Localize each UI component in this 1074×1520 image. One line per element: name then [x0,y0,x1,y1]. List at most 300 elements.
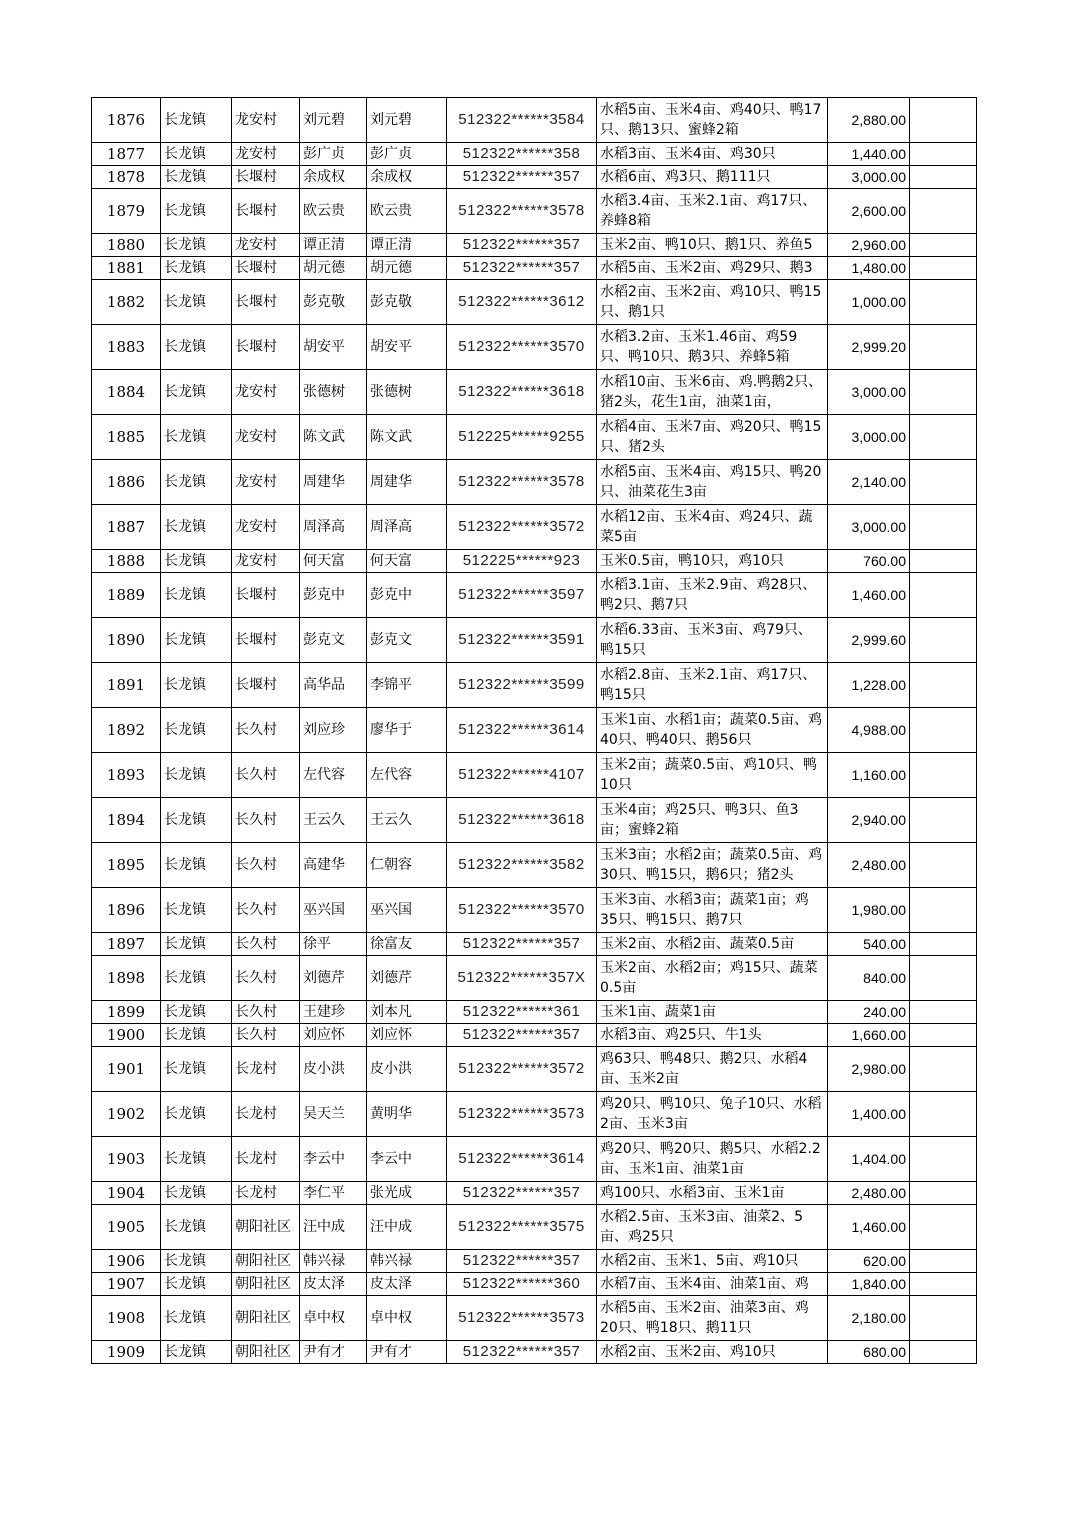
amount-cell: 3,000.00 [828,505,910,550]
id-number-cell: 512322******3618 [447,370,597,415]
village-cell: 朝阳社区 [232,1205,300,1250]
village-cell: 龙安村 [232,505,300,550]
id-number-cell: 512322******3618 [447,798,597,843]
seq-cell: 1902 [92,1092,161,1137]
name-cell: 尹有才 [300,1341,367,1364]
seq-cell: 1900 [92,1024,161,1047]
table-row [92,460,977,505]
town-cell: 长龙镇 [161,280,232,325]
id-number-cell: 512322******3614 [447,1137,597,1182]
village-cell: 长堰村 [232,663,300,708]
name-cell: 陈文武 [300,415,367,460]
empty-cell [910,1092,977,1137]
town-cell: 长龙镇 [161,1182,232,1205]
id-number-cell: 512322******357 [447,1250,597,1273]
town-cell: 长龙镇 [161,573,232,618]
seq-cell: 1906 [92,1250,161,1273]
amount-cell: 1,840.00 [828,1273,910,1296]
seq-cell: 1905 [92,1205,161,1250]
payee-cell: 徐富友 [367,933,447,956]
town-cell: 长龙镇 [161,505,232,550]
empty-cell [910,189,977,234]
payee-cell: 张德树 [367,370,447,415]
name-cell: 韩兴禄 [300,1250,367,1273]
empty-cell [910,550,977,573]
town-cell: 长龙镇 [161,843,232,888]
name-cell: 刘应珍 [300,708,367,753]
id-number-cell: 512322******3597 [447,573,597,618]
empty-cell [910,798,977,843]
village-cell: 长堰村 [232,189,300,234]
amount-cell: 1,400.00 [828,1092,910,1137]
town-cell: 长龙镇 [161,257,232,280]
id-number-cell: 512322******360 [447,1273,597,1296]
empty-cell [910,166,977,189]
village-cell: 长久村 [232,1024,300,1047]
items-cell: 玉米2亩、鸭10只、鹅1只、养鱼5 [597,234,828,257]
seq-cell: 1885 [92,415,161,460]
empty-cell [910,843,977,888]
seq-cell: 1894 [92,798,161,843]
table-row [92,1273,977,1296]
seq-cell: 1879 [92,189,161,234]
id-number-cell: 512225******9255 [447,415,597,460]
village-cell: 朝阳社区 [232,1273,300,1296]
amount-cell: 3,000.00 [828,370,910,415]
payee-cell: 彭克中 [367,573,447,618]
items-cell: 玉米1亩、蔬菜1亩 [597,1001,828,1024]
village-cell: 长龙村 [232,1182,300,1205]
village-cell: 长堰村 [232,257,300,280]
payee-cell: 廖华于 [367,708,447,753]
table-row [92,415,977,460]
town-cell: 长龙镇 [161,550,232,573]
amount-cell: 3,000.00 [828,415,910,460]
name-cell: 彭广贞 [300,143,367,166]
amount-cell: 1,460.00 [828,1205,910,1250]
id-number-cell: 512322******357 [447,1182,597,1205]
table-row [92,1341,977,1364]
amount-cell: 2,940.00 [828,798,910,843]
seq-cell: 1904 [92,1182,161,1205]
id-number-cell: 512322******3582 [447,843,597,888]
name-cell: 卓中权 [300,1296,367,1341]
payee-cell: 余成权 [367,166,447,189]
empty-cell [910,1024,977,1047]
items-cell: 水稻2亩、玉米1、5亩、鸡10只 [597,1250,828,1273]
name-cell: 刘德芹 [300,956,367,1001]
town-cell: 长龙镇 [161,1341,232,1364]
table-row [92,663,977,708]
table-row [92,573,977,618]
seq-cell: 1908 [92,1296,161,1341]
payee-cell: 周建华 [367,460,447,505]
town-cell: 长龙镇 [161,1001,232,1024]
empty-cell [910,708,977,753]
empty-cell [910,618,977,663]
amount-cell: 2,480.00 [828,1182,910,1205]
seq-cell: 1890 [92,618,161,663]
seq-cell: 1881 [92,257,161,280]
amount-cell: 1,440.00 [828,143,910,166]
items-cell: 玉米3亩；水稻2亩；蔬菜0.5亩、鸡30只、鸭15只，鹅6只；猪2头 [597,843,828,888]
items-cell: 水稻2亩、玉米2亩、鸡10只 [597,1341,828,1364]
name-cell: 吴天兰 [300,1092,367,1137]
table-row [92,1047,977,1092]
village-cell: 龙安村 [232,143,300,166]
table-row [92,370,977,415]
id-number-cell: 512322******3614 [447,708,597,753]
id-number-cell: 512322******3575 [447,1205,597,1250]
town-cell: 长龙镇 [161,166,232,189]
village-cell: 长堰村 [232,325,300,370]
amount-cell: 620.00 [828,1250,910,1273]
empty-cell [910,257,977,280]
id-number-cell: 512322******361 [447,1001,597,1024]
town-cell: 长龙镇 [161,415,232,460]
village-cell: 长久村 [232,843,300,888]
items-cell: 水稻3.4亩、玉米2.1亩、鸡17只、养蜂8箱 [597,189,828,234]
id-number-cell: 512322******3570 [447,325,597,370]
items-cell: 水稻10亩、玉米6亩、鸡.鸭鹅2只、猪2头，花生1亩，油菜1亩， [597,370,828,415]
name-cell: 王云久 [300,798,367,843]
items-cell: 玉米2亩、水稻2亩、蔬菜0.5亩 [597,933,828,956]
village-cell: 长久村 [232,888,300,933]
table-row [92,505,977,550]
seq-cell: 1888 [92,550,161,573]
town-cell: 长龙镇 [161,370,232,415]
payee-cell: 刘德芹 [367,956,447,1001]
empty-cell [910,460,977,505]
town-cell: 长龙镇 [161,1205,232,1250]
id-number-cell: 512322******357 [447,1341,597,1364]
empty-cell [910,1182,977,1205]
name-cell: 高华品 [300,663,367,708]
id-number-cell: 512322******3612 [447,280,597,325]
amount-cell: 2,480.00 [828,843,910,888]
town-cell: 长龙镇 [161,1296,232,1341]
name-cell: 余成权 [300,166,367,189]
payee-cell: 汪中成 [367,1205,447,1250]
id-number-cell: 512322******357 [447,234,597,257]
village-cell: 长龙村 [232,1137,300,1182]
payee-cell: 韩兴禄 [367,1250,447,1273]
town-cell: 长龙镇 [161,325,232,370]
village-cell: 朝阳社区 [232,1296,300,1341]
name-cell: 皮小洪 [300,1047,367,1092]
amount-cell: 2,180.00 [828,1296,910,1341]
items-cell: 玉米4亩；鸡25只、鸭3只、鱼3亩；蜜蜂2箱 [597,798,828,843]
seq-cell: 1877 [92,143,161,166]
table-row [92,1092,977,1137]
table-row [92,550,977,573]
town-cell: 长龙镇 [161,663,232,708]
id-number-cell: 512322******3573 [447,1092,597,1137]
table-row [92,798,977,843]
payee-cell: 胡安平 [367,325,447,370]
empty-cell [910,98,977,143]
id-number-cell: 512225******923 [447,550,597,573]
town-cell: 长龙镇 [161,1092,232,1137]
id-number-cell: 512322******3591 [447,618,597,663]
amount-cell: 540.00 [828,933,910,956]
payee-cell: 尹有才 [367,1341,447,1364]
table-row [92,753,977,798]
amount-cell: 1,404.00 [828,1137,910,1182]
items-cell: 水稻5亩、玉米4亩、鸡15只、鸭20只、油菜花生3亩 [597,460,828,505]
town-cell: 长龙镇 [161,98,232,143]
table-row [92,280,977,325]
village-cell: 长龙村 [232,1047,300,1092]
empty-cell [910,1205,977,1250]
payee-cell: 陈文武 [367,415,447,460]
empty-cell [910,888,977,933]
amount-cell: 2,140.00 [828,460,910,505]
id-number-cell: 512322******3570 [447,888,597,933]
village-cell: 朝阳社区 [232,1250,300,1273]
table-row [92,1250,977,1273]
items-cell: 玉米3亩、水稻3亩；蔬菜1亩；鸡35只、鸭15只、鹅7只 [597,888,828,933]
amount-cell: 1,000.00 [828,280,910,325]
seq-cell: 1884 [92,370,161,415]
items-cell: 水稻2亩、玉米2亩、鸡10只、鸭15只、鹅1只 [597,280,828,325]
name-cell: 彭克文 [300,618,367,663]
table-row [92,708,977,753]
seq-cell: 1893 [92,753,161,798]
table-row [92,257,977,280]
name-cell: 皮太泽 [300,1273,367,1296]
items-cell: 水稻3.2亩、玉米1.46亩、鸡59只、鸭10只、鹅3只、养蜂5箱 [597,325,828,370]
town-cell: 长龙镇 [161,1137,232,1182]
seq-cell: 1907 [92,1273,161,1296]
seq-cell: 1896 [92,888,161,933]
village-cell: 长龙村 [232,1092,300,1137]
amount-cell: 760.00 [828,550,910,573]
empty-cell [910,234,977,257]
empty-cell [910,505,977,550]
seq-cell: 1880 [92,234,161,257]
village-cell: 长久村 [232,753,300,798]
items-cell: 水稻6.33亩、玉米3亩、鸡79只、鸭15只 [597,618,828,663]
village-cell: 长堰村 [232,618,300,663]
payee-cell: 王云久 [367,798,447,843]
amount-cell: 2,600.00 [828,189,910,234]
table-row [92,618,977,663]
id-number-cell: 512322******4107 [447,753,597,798]
table-row [92,933,977,956]
payee-cell: 卓中权 [367,1296,447,1341]
empty-cell [910,753,977,798]
seq-cell: 1882 [92,280,161,325]
name-cell: 李云中 [300,1137,367,1182]
table-body [92,98,977,1364]
village-cell: 长久村 [232,798,300,843]
empty-cell [910,143,977,166]
payee-cell: 李云中 [367,1137,447,1182]
items-cell: 水稻5亩、玉米2亩、鸡29只、鹅3 [597,257,828,280]
payee-cell: 李锦平 [367,663,447,708]
empty-cell [910,1341,977,1364]
items-cell: 水稻3.1亩、玉米2.9亩、鸡28只、鸭2只、鹅7只 [597,573,828,618]
seq-cell: 1891 [92,663,161,708]
town-cell: 长龙镇 [161,753,232,798]
payee-cell: 皮太泽 [367,1273,447,1296]
amount-cell: 2,960.00 [828,234,910,257]
amount-cell: 2,880.00 [828,98,910,143]
village-cell: 长久村 [232,956,300,1001]
name-cell: 高建华 [300,843,367,888]
name-cell: 彭克敬 [300,280,367,325]
village-cell: 长堰村 [232,166,300,189]
village-cell: 朝阳社区 [232,1341,300,1364]
table-row [92,1296,977,1341]
amount-cell: 2,999.20 [828,325,910,370]
items-cell: 水稻3亩、鸡25只、牛1头 [597,1024,828,1047]
seq-cell: 1898 [92,956,161,1001]
village-cell: 龙安村 [232,550,300,573]
payee-cell: 胡元德 [367,257,447,280]
id-number-cell: 512322******3578 [447,189,597,234]
village-cell: 龙安村 [232,98,300,143]
id-number-cell: 512322******358 [447,143,597,166]
payee-cell: 左代容 [367,753,447,798]
items-cell: 鸡20只、鸭20只、鹅5只、水稻2.2亩、玉米1亩、油菜1亩 [597,1137,828,1182]
seq-cell: 1889 [92,573,161,618]
name-cell: 谭正清 [300,234,367,257]
town-cell: 长龙镇 [161,618,232,663]
empty-cell [910,1047,977,1092]
name-cell: 刘元碧 [300,98,367,143]
table-row [92,1024,977,1047]
town-cell: 长龙镇 [161,933,232,956]
seq-cell: 1883 [92,325,161,370]
payee-cell: 彭广贞 [367,143,447,166]
items-cell: 水稻2.8亩、玉米2.1亩、鸡17只、鸭15只 [597,663,828,708]
payee-cell: 刘本凡 [367,1001,447,1024]
village-cell: 龙安村 [232,460,300,505]
town-cell: 长龙镇 [161,798,232,843]
name-cell: 左代容 [300,753,367,798]
id-number-cell: 512322******3584 [447,98,597,143]
village-cell: 龙安村 [232,370,300,415]
table-row [92,234,977,257]
payee-cell: 张光成 [367,1182,447,1205]
town-cell: 长龙镇 [161,1024,232,1047]
amount-cell: 240.00 [828,1001,910,1024]
name-cell: 李仁平 [300,1182,367,1205]
seq-cell: 1886 [92,460,161,505]
amount-cell: 1,460.00 [828,573,910,618]
id-number-cell: 512322******3572 [447,505,597,550]
empty-cell [910,663,977,708]
payee-cell: 刘应怀 [367,1024,447,1047]
seq-cell: 1901 [92,1047,161,1092]
seq-cell: 1876 [92,98,161,143]
name-cell: 周建华 [300,460,367,505]
payee-cell: 谭正清 [367,234,447,257]
empty-cell [910,370,977,415]
id-number-cell: 512322******357 [447,933,597,956]
town-cell: 长龙镇 [161,460,232,505]
name-cell: 巫兴国 [300,888,367,933]
village-cell: 长久村 [232,708,300,753]
items-cell: 水稻5亩、玉米2亩、油菜3亩、鸡20只、鸭18只、鹅11只 [597,1296,828,1341]
name-cell: 汪中成 [300,1205,367,1250]
table-row [92,1205,977,1250]
name-cell: 张德树 [300,370,367,415]
table-row [92,98,977,143]
town-cell: 长龙镇 [161,143,232,166]
payee-cell: 彭克文 [367,618,447,663]
empty-cell [910,1137,977,1182]
items-cell: 鸡100只、水稻3亩、玉米1亩 [597,1182,828,1205]
town-cell: 长龙镇 [161,708,232,753]
table-row [92,843,977,888]
name-cell: 胡元德 [300,257,367,280]
table-row [92,189,977,234]
items-cell: 水稻4亩、玉米7亩、鸡20只、鸭15只、猪2头 [597,415,828,460]
empty-cell [910,1273,977,1296]
table-row [92,1137,977,1182]
id-number-cell: 512322******3572 [447,1047,597,1092]
town-cell: 长龙镇 [161,1047,232,1092]
amount-cell: 1,980.00 [828,888,910,933]
empty-cell [910,573,977,618]
seq-cell: 1897 [92,933,161,956]
items-cell: 水稻6亩、鸡3只、鹅111只 [597,166,828,189]
town-cell: 长龙镇 [161,1250,232,1273]
subsidy-table [91,97,977,1364]
items-cell: 水稻12亩、玉米4亩、鸡24只、蔬菜5亩 [597,505,828,550]
id-number-cell: 512322******357X [447,956,597,1001]
seq-cell: 1887 [92,505,161,550]
seq-cell: 1909 [92,1341,161,1364]
items-cell: 玉米2亩、水稻2亩；鸡15只、蔬菜0.5亩 [597,956,828,1001]
name-cell: 彭克中 [300,573,367,618]
table-row [92,956,977,1001]
amount-cell: 2,980.00 [828,1047,910,1092]
amount-cell: 3,000.00 [828,166,910,189]
village-cell: 长久村 [232,1001,300,1024]
items-cell: 玉米1亩、水稻1亩；蔬菜0.5亩、鸡40只、鸭40只、鹅56只 [597,708,828,753]
empty-cell [910,956,977,1001]
seq-cell: 1903 [92,1137,161,1182]
amount-cell: 4,988.00 [828,708,910,753]
amount-cell: 680.00 [828,1341,910,1364]
town-cell: 长龙镇 [161,1273,232,1296]
payee-cell: 彭克敬 [367,280,447,325]
items-cell: 水稻5亩、玉米4亩、鸡40只、鸭17只、鹅13只、蜜蜂2箱 [597,98,828,143]
seq-cell: 1899 [92,1001,161,1024]
table-row [92,1182,977,1205]
empty-cell [910,415,977,460]
payee-cell: 周泽高 [367,505,447,550]
items-cell: 水稻2.5亩、玉米3亩、油菜2、5亩、鸡25只 [597,1205,828,1250]
village-cell: 龙安村 [232,234,300,257]
id-number-cell: 512322******357 [447,257,597,280]
items-cell: 水稻3亩、玉米4亩、鸡30只 [597,143,828,166]
town-cell: 长龙镇 [161,888,232,933]
name-cell: 周泽高 [300,505,367,550]
town-cell: 长龙镇 [161,189,232,234]
id-number-cell: 512322******3573 [447,1296,597,1341]
payee-cell: 黄明华 [367,1092,447,1137]
name-cell: 胡安平 [300,325,367,370]
table-row [92,166,977,189]
empty-cell [910,933,977,956]
empty-cell [910,325,977,370]
items-cell: 玉米2亩；蔬菜0.5亩、鸡10只、鸭10只 [597,753,828,798]
